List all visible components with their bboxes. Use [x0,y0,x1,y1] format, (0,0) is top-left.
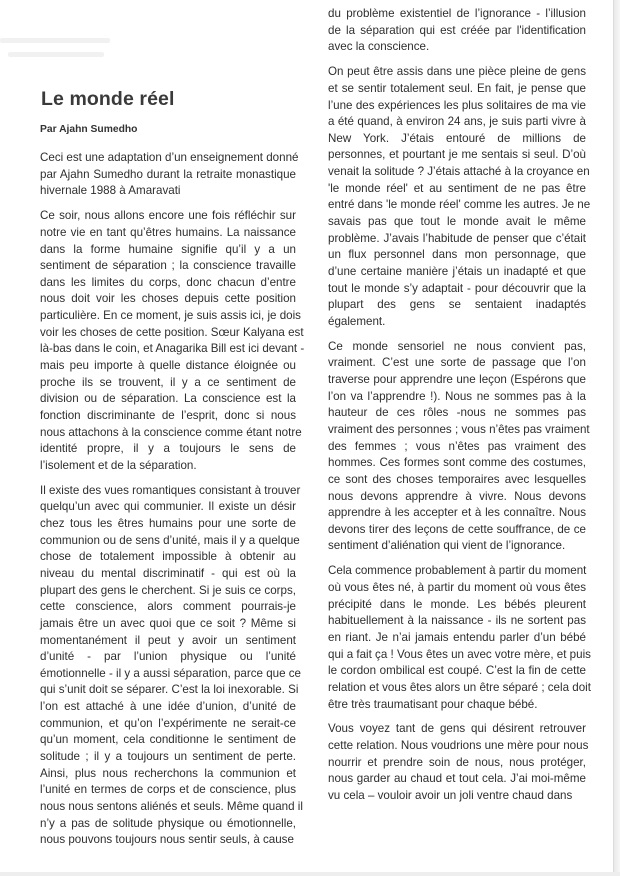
text-line: Ceci est une adaptation d’un enseignement donné [40,151,299,164]
text-line: cette conscience, alors comment pourrais-je [40,600,296,614]
text-line: notre vie en tant qu’êtres humains. La naissance [40,225,296,239]
text-line: qui s’unit doit se séparer. C’est la loi inexorable. Si [40,683,299,697]
text-line: particulière. En ce moment, je suis assis ici, je dois [40,309,301,323]
text-line: de la séparation qui est créée par l'identification [328,23,586,37]
text-line: savais pas que tout le monde avait le même [328,214,586,228]
text-line: proche ils se trouvent, il y a ce sentiment de [40,375,296,389]
paragraph [328,721,589,804]
paragraph [40,483,303,849]
text-line: traverse pour apprendre une leçon (Espérons que [328,373,586,387]
paragraph [40,150,299,200]
paragraph [328,339,590,555]
text-line: Il existe des vues romantiques consistant à trouver [40,483,301,497]
text-line: fonction discriminante de l’esprit, donc si nous [40,408,296,422]
text-line: jamais être un avec quoi que ce soit ? Même si [40,616,296,630]
text-line: nous garder au chaud et tout cela. J’ai moi-même [328,772,586,786]
text-line: émotionnelle - il y a aussi séparation, parce que ce [40,666,302,680]
text-line: chose de totalement impossible à obtenir au [40,550,296,564]
left-text-column [40,150,305,857]
text-line: mais peu importe à quelle distance éloignée ou [40,358,296,372]
text-line: du problème existentiel de l’ignorance - l’illusion [328,7,586,20]
article-title: Le monde réel [41,88,175,110]
text-line: communion ou de sens d’unité, mais il y a quelque [40,533,300,547]
text-line: voir les choses de cette position. Sœur Kalyana est [40,325,304,339]
text-line: venait la solitude ? J’étais attaché à la croyance en [328,165,590,179]
text-line: Ainsi, plus nous recherchons la communion et [40,766,296,780]
text-line: et se sentir totalement seul. En fait, je pense que [328,81,586,95]
text-line: en riant. Je n’ai jamais entendu parler d’un bébé [328,630,586,644]
text-line: division ou de séparation. La conscience est la [40,392,296,406]
text-line: avec la conscience. [328,40,430,54]
text-line: apprendre à les accepter et à les connaître. Nous [328,506,586,520]
text-line: quelqu’un avec qui communier. Il existe un désir [40,500,296,514]
text-line: devons tirer des leçons de cette souffrance, de ce [328,522,586,536]
text-line: relation et vous êtes alors un être séparé ; cela doit [328,680,591,694]
text-line: solitude ; il y a toujours un sentiment de perte. [40,750,296,764]
text-line: ce sont des choses temporaires avec lesquelles [328,472,586,486]
text-line: un flux personnel dans mon personnage, que [328,248,586,262]
text-line: hauteur de ces rôles -nous ne sommes pas [328,406,586,420]
page-edge [613,0,620,876]
text-line: entré dans 'le monde réel' comme les autres. Je ne [328,198,591,212]
text-line: nous doit voir les choses depuis cette position [40,292,296,306]
text-line: 'le monde réel' et au sentiment de ne pas être [328,181,586,195]
text-line: personnes, et pourtant je me sentais si seul. D’où [328,148,586,162]
paragraph [40,208,305,474]
text-line: des femmes ; vous n’êtes pas vraiment des [328,439,586,453]
text-line: l’on va l’apprendre !). Nous ne sommes pas à la [328,389,586,403]
text-line: Vous voyez tant de gens qui désirent retrouver [328,722,586,736]
text-line: vraiment. C’est une sorte de passage que l’on [328,356,586,370]
text-line: nourrir et prendre soin de nous, nous protéger, [328,755,586,769]
text-line: par Ajahn Sumedho durant la retraite monastique [40,167,296,181]
text-line: nous nous sentons aliénés et seuls. Même quand il [40,799,303,813]
text-line: le cordon ombilical est coupé. C’est la fin de cette [328,664,586,678]
text-line: là-bas dans le coin, et Anagarika Bill est ici devant - [40,342,305,356]
text-line: hommes. Ces formes sont comme des costumes, [328,456,586,470]
text-line: plupart des gens le cherchent. Si je suis ce corps, [40,583,296,597]
text-line: qu’un moment, cela conditionne le sentiment de [40,733,296,747]
text-line: l’une des expériences les plus solitaires de ma vie [328,98,586,112]
right-text-column [328,6,591,813]
text-line: nous pouvons toujours nous sentir seuls, à cause [40,833,294,847]
bleed-through-text [0,38,110,66]
text-line: plupart des gens se sentaient inadaptés [328,298,586,312]
text-line: vu cela – vouloir avoir un joli ventre chaud dans [328,789,573,803]
text-line: identité propre, il y a toujours le sens de [40,442,296,456]
text-line: momentanément il peut y avoir un sentiment [40,633,296,647]
text-line: d’unité - par l’union physique ou l’unité [40,650,296,664]
text-line: communion, et qu’on l’expérimente ne serait-ce [40,716,296,730]
text-line: dans les limites du corps, donc chacun d’entre [40,275,296,289]
text-line: l’unité en termes de corps et de conscience, plus [40,783,296,797]
text-line: habituellement à la naissance - ils ne sortent pas [328,614,586,628]
text-line: niveau du mental discriminatif - qui est où la [40,566,296,580]
text-line: nous attachons à la conscience comme étant notre [40,425,302,439]
paragraph [328,6,586,56]
text-line: également. [328,314,386,328]
page-bottom-edge [0,872,620,876]
text-line: l’on est attaché à une idée d’union, d’unité de [40,700,296,714]
text-line: où vous êtes né, à partir du moment où vous êtes [328,581,586,595]
text-line: qui a fait ça ! Vous êtes un avec votre mère, et puis [328,647,591,661]
text-line: n’y a pas de solitude physique ou émotionnelle, [40,816,296,830]
text-line: chez tous les êtres humains pour une sorte de [40,517,296,531]
text-line: a été quand, à environ 24 ans, je suis parti vivre à [328,115,586,129]
text-line: dans la forme humaine signifie qu’il y a un [40,242,296,256]
text-line: vraiment des personnes ; vous n’êtes pas vraiment [328,422,590,436]
text-line: On peut être assis dans une pièce pleine de gens [328,65,586,79]
text-line: cette relation. Nous voudrions une mère pour nous [328,739,589,753]
text-line: Ce monde sensoriel ne nous convient pas, [328,339,586,353]
text-line: d’une certaine manière j’étais un inadapté et que [328,264,586,278]
text-line: Cela commence probablement à partir du moment [328,564,587,578]
text-line: problème. J’avais l’habitude de penser que c’était [328,231,586,245]
text-line: précipité dans le monde. Les bébés pleurent [328,597,586,611]
article-byline: Par Ajahn Sumedho [40,124,138,135]
text-line: sentiment de séparation ; la conscience travaille [40,259,296,273]
text-line: sentiment d’aliénation qui vient de l’ignorance. [328,539,566,553]
text-line: nous devons apprendre à vivre. Nous devons [328,489,586,503]
text-line: être très traumatisant pour chaque bébé. [328,697,538,711]
paragraph [328,64,591,330]
text-line: Ce soir, nous allons encore une fois réfléchir sur [40,209,296,223]
text-line: l’isolement et de la séparation. [40,458,197,472]
text-line: tout le monde s’y adaptait - pour découvrir que la [328,281,586,295]
text-line: hivernale 1988 à Amaravati [40,184,181,198]
paragraph [328,563,591,713]
text-line: New York. J’étais entouré de millions de [328,131,586,145]
